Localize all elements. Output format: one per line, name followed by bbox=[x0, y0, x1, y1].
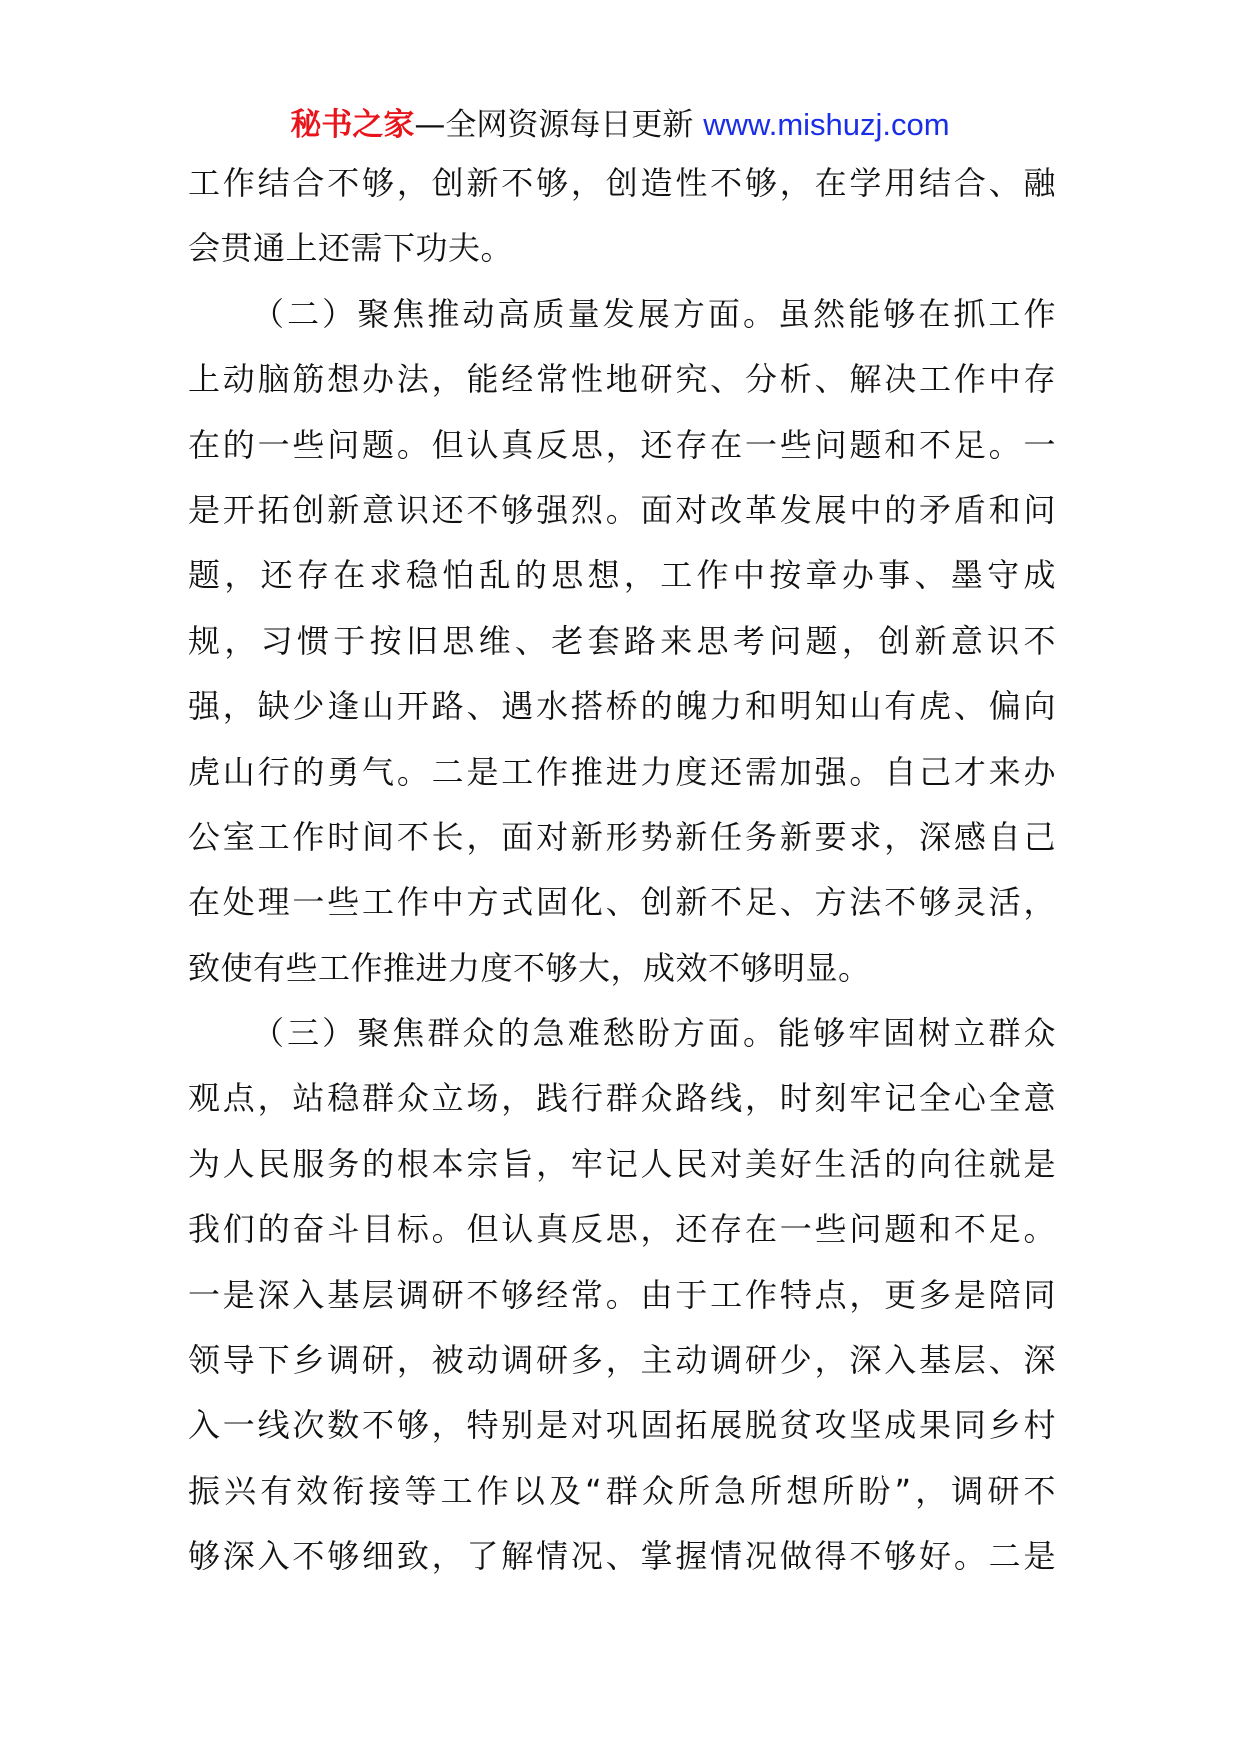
text-line: 观点，站稳群众立场，践行群众路线，时刻牢记全心全意 bbox=[188, 1079, 1056, 1118]
text-line: 题，还存在求稳怕乱的思想，工作中按章办事、墨守成 bbox=[188, 556, 1056, 595]
text-line: 为人民服务的根本宗旨，牢记人民对美好生活的向往就是 bbox=[188, 1144, 1056, 1183]
section-heading-line: （二）聚焦推动高质量发展方面。虽然能够在抓工作 bbox=[252, 294, 1056, 333]
text-line: 在的一些问题。但认真反思，还存在一些问题和不足。一 bbox=[188, 425, 1056, 464]
text-line: 致使有些工作推进力度不够大，成效不够明显。 bbox=[188, 948, 871, 987]
document-body bbox=[188, 163, 1056, 1602]
text-line: 强，缺少逢山开路、遇水搭桥的魄力和明知山有虎、偏向 bbox=[188, 687, 1056, 726]
text-line: 我们的奋斗目标。但认真反思，还存在一些问题和不足。 bbox=[188, 1210, 1056, 1249]
text-line: 工作结合不够，创新不够，创造性不够，在学用结合、融 bbox=[188, 164, 1056, 202]
text-line: 是开拓创新意识还不够强烈。面对改革发展中的矛盾和问 bbox=[188, 490, 1056, 529]
text-line: 会贯通上还需下功夫。 bbox=[188, 229, 514, 268]
text-line: 上动脑筋想办法，能经常性地研究、分析、解决工作中存 bbox=[188, 360, 1056, 399]
text-line: 领导下乡调研，被动调研多，主动调研少，深入基层、深 bbox=[188, 1341, 1056, 1380]
text-line: 入一线次数不够，特别是对巩固拓展脱贫攻坚成果同乡村 bbox=[188, 1406, 1056, 1445]
text-line: 振兴有效衔接等工作以及“群众所急所想所盼”，调研不 bbox=[188, 1471, 1056, 1510]
text-line: 虎山行的勇气。二是工作推进力度还需加强。自己才来办 bbox=[188, 752, 1056, 791]
section-heading-line: （三）聚焦群众的急难愁盼方面。能够牢固树立群众 bbox=[252, 1014, 1056, 1053]
header-tagline: —全网资源每日更新 bbox=[414, 107, 704, 143]
text-line: 在处理一些工作中方式固化、创新不足、方法不够灵活， bbox=[188, 883, 1056, 922]
text-line: 公室工作时间不长，面对新形势新任务新要求，深感自己 bbox=[188, 817, 1056, 856]
brand-name: 秘书之家 bbox=[290, 107, 415, 143]
text-line: 一是深入基层调研不够经常。由于工作特点，更多是陪同 bbox=[188, 1275, 1056, 1314]
text-line: 够深入不够细致，了解情况、掌握情况做得不够好。二是 bbox=[188, 1537, 1056, 1576]
website-link[interactable]: www.mishuzj.com bbox=[703, 107, 950, 142]
text-line: 规，习惯于按旧思维、老套路来思考问题，创新意识不 bbox=[188, 621, 1056, 660]
page-header bbox=[0, 103, 1240, 147]
